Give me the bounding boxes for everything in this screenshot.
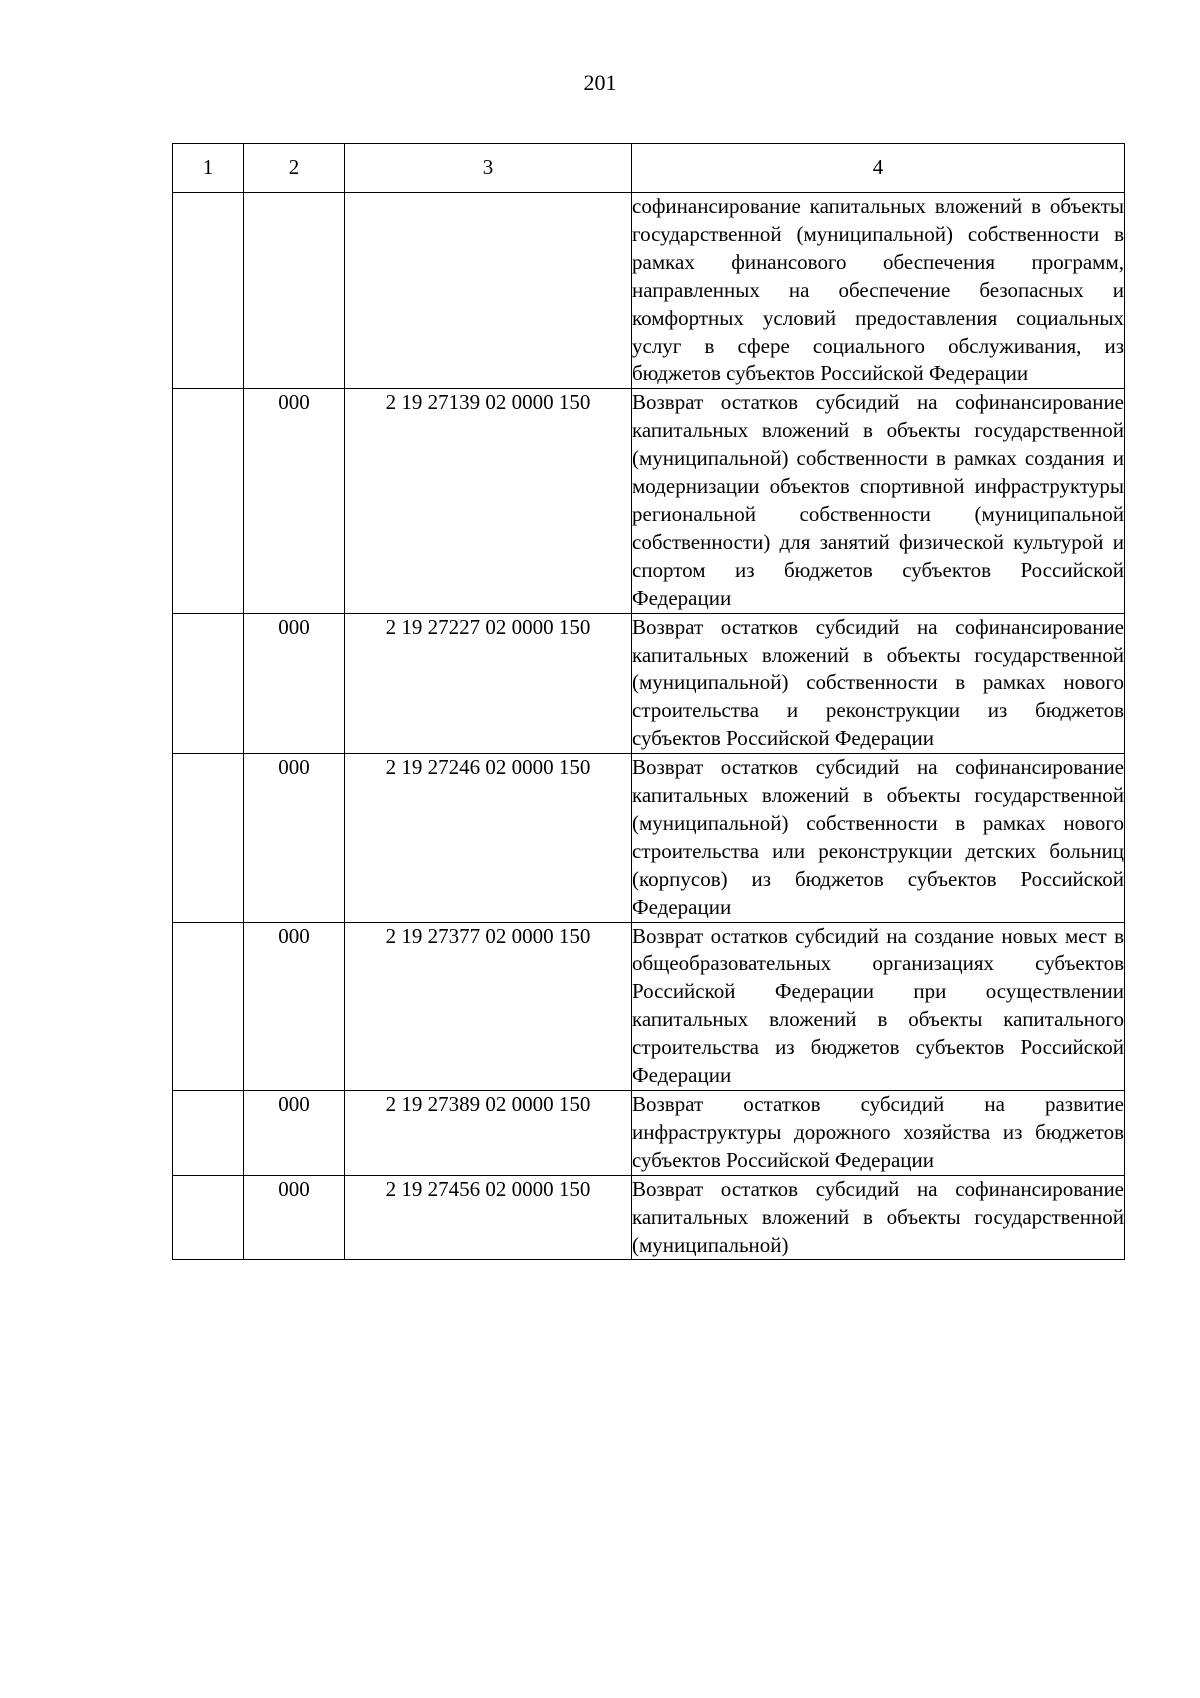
revenue-code: 2 19 27456 02 0000 150 [345, 1175, 632, 1260]
revenue-description: Возврат остатков субсидий на софинансирование капитальных вложений в объекты государственной (муниципальной) собственности в рамках создания и модернизации объектов спортивной инфраструктуры региональной собственности (муниципальной собственности) для занятий физической культурой и спортом из бюджетов субъектов Российской Федерации [632, 389, 1125, 613]
table-row [173, 1175, 1125, 1260]
row-col-1 [173, 754, 244, 922]
row-col-1 [173, 1175, 244, 1260]
row-col-1 [173, 193, 244, 389]
revenue-description: Возврат остатков субсидий на софинансирование капитальных вложений в объекты государственной (муниципальной) собственности в рамках нового строительства или реконструкции детских больниц (корпусов) из бюджетов субъектов Российской Федерации [632, 754, 1125, 922]
revenue-code [345, 193, 632, 389]
table-row [173, 613, 1125, 754]
header-col-3: 3 [345, 144, 632, 193]
table-row [173, 389, 1125, 613]
header-col-1: 1 [173, 144, 244, 193]
revenue-code: 2 19 27389 02 0000 150 [345, 1091, 632, 1176]
admin-code [244, 193, 345, 389]
table-row [173, 754, 1125, 922]
row-col-1 [173, 922, 244, 1090]
admin-code: 000 [244, 389, 345, 613]
header-col-2: 2 [244, 144, 345, 193]
revenue-code: 2 19 27377 02 0000 150 [345, 922, 632, 1090]
table-header-row [173, 144, 1125, 193]
revenue-description: софинансирование капитальных вложений в объекты государственной (муниципальной) собственности в рамках финансового обеспечения программ, направленных на обеспечение безопасных и комфортных условий предоставления социальных услуг в сфере социального обслуживания, из бюджетов субъектов Российской Федерации [632, 193, 1125, 389]
revenue-description: Возврат остатков субсидий на софинансирование капитальных вложений в объекты государственной (муниципальной) собственности в рамках нового строительства и реконструкции из бюджетов субъектов Российской Федерации [632, 613, 1125, 754]
table-row [173, 193, 1125, 389]
page-number: 201 [583, 70, 617, 95]
table-row [173, 1091, 1125, 1176]
row-col-1 [173, 613, 244, 754]
admin-code: 000 [244, 1091, 345, 1176]
revenue-code: 2 19 27139 02 0000 150 [345, 389, 632, 613]
admin-code: 000 [244, 1175, 345, 1260]
header-col-4: 4 [632, 144, 1125, 193]
revenue-code: 2 19 27227 02 0000 150 [345, 613, 632, 754]
budget-codes-table [172, 143, 1125, 1260]
revenue-description: Возврат остатков субсидий на создание новых мест в общеобразовательных организациях субъектов Российской Федерации при осуществлении капитальных вложений в объекты капитального строительства из бюджетов субъектов Российской Федерации [632, 922, 1125, 1090]
revenue-description: Возврат остатков субсидий на софинансирование капитальных вложений в объекты государственной (муниципальной) [632, 1175, 1125, 1260]
revenue-description: Возврат остатков субсидий на развитие инфраструктуры дорожного хозяйства из бюджетов субъектов Российской Федерации [632, 1091, 1125, 1176]
revenue-code: 2 19 27246 02 0000 150 [345, 754, 632, 922]
admin-code: 000 [244, 754, 345, 922]
row-col-1 [173, 389, 244, 613]
admin-code: 000 [244, 613, 345, 754]
row-col-1 [173, 1091, 244, 1176]
table-row [173, 922, 1125, 1090]
admin-code: 000 [244, 922, 345, 1090]
